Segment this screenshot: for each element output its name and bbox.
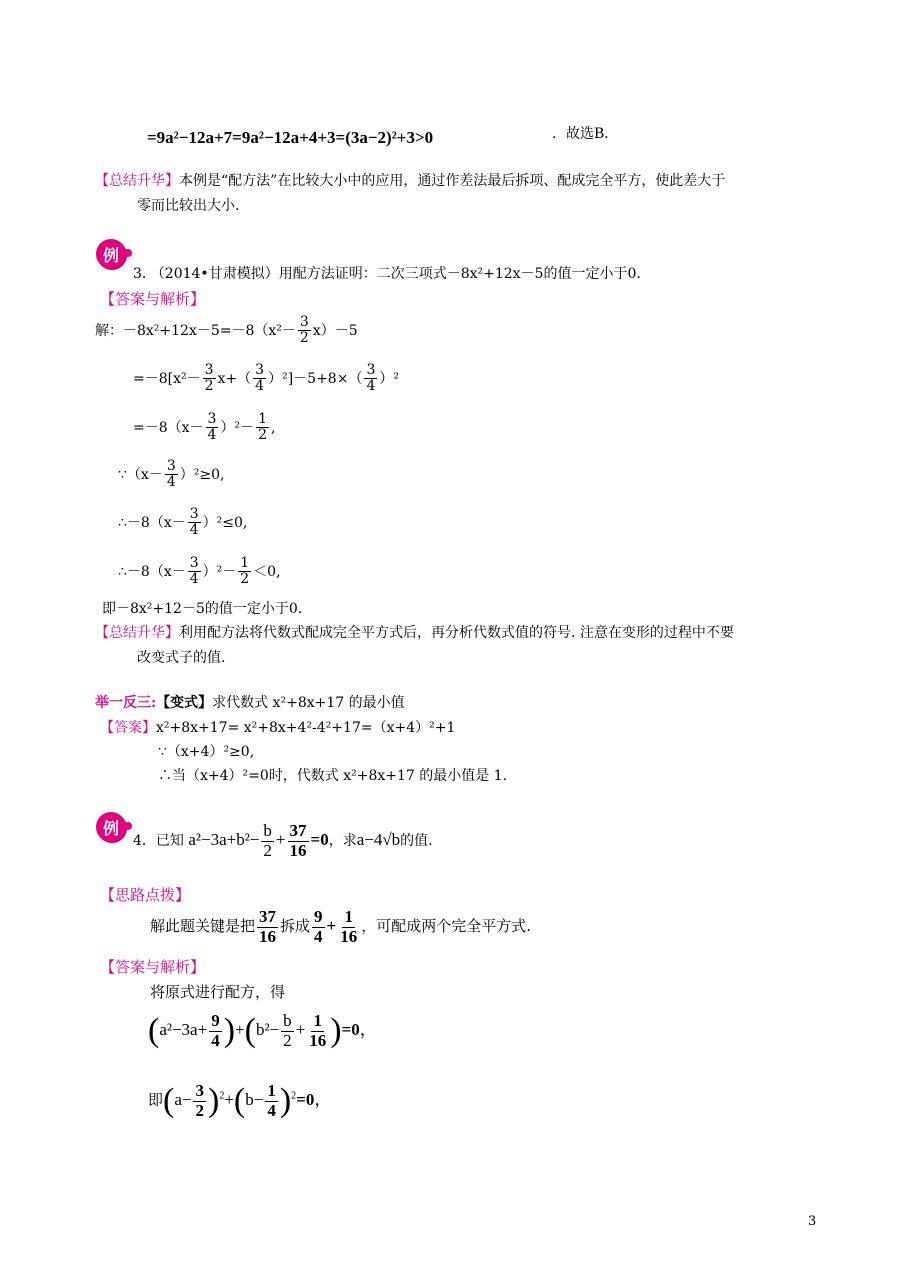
e3-step5: ∴－8（x－ $\frac{3}{4}$ ）²≤0,: [118, 506, 248, 539]
example-badge-icon: 例: [96, 239, 126, 269]
e2-summary-line1: 【总结升华】本例是“配方法”在比较大小中的应用，通过作差法最后拆项、配成完全平方，使此差大于: [95, 173, 726, 189]
e2-choice: ．故选B．: [552, 126, 619, 142]
e3-step3: =－8（x－ $\frac{3}{4}$ ）²－ $\frac{1}{2}$ ,: [133, 411, 276, 444]
variant-answer-line3: ∴当（x+4）²=0时，代数式 x²+8x+17 的最小值是 1.: [158, 768, 508, 784]
summary-tag: 【总结升华】: [95, 173, 179, 189]
e3-question: 3. （2014•甘肃模拟）用配方法证明：二次三项式－8x²+12x－5的值一定小于0.: [133, 266, 641, 282]
e4-hint-text: 解此题关键是把 $\frac{37}{16}$ 拆成 $\frac{9}{4}$ + $\frac{1}{16}$ ，可配成两个完全平方式.: [150, 907, 531, 946]
e3-step4: ∵（x－ $\frac{3}{4}$ ）²≥0,: [118, 458, 225, 491]
variant-question: 举一反三:【变式】求代数式 x²+8x+17 的最小值: [95, 695, 405, 711]
page-number: 3: [808, 1214, 817, 1229]
e4-step-text: 将原式进行配方，得: [150, 983, 286, 1001]
e3-step6: ∴－8（x－ $\frac{3}{4}$ ）²－ $\frac{1}{2}$ ＜0,: [118, 555, 281, 588]
e3-answer-tag: 【答案与解析】: [100, 290, 206, 308]
e4-equation1: (a²−3a+ $\frac{9}{4}$ )+(b²− $\frac{b}{2}$ + $\frac{1}{16}$ )=0，: [148, 1011, 377, 1050]
example-badge-icon: 例: [96, 812, 126, 842]
e4-question: 4．已知 a²−3a+b²− $\frac{b}{2}$ + $\frac{37}{16}$ =0，求a−4√b的值.: [133, 821, 433, 860]
e3-summary-line1: 【总结升华】利用配方法将代数式配成完全平方式后，再分析代数式值的符号. 注意在变形的过程中不要: [95, 625, 734, 641]
e4-answer-tag: 【答案与解析】: [100, 958, 206, 976]
e2-final-equation: =9a²−12a+7=9a²−12a+4+3=(3a−2)²+3>0: [147, 128, 434, 147]
variant-answer-line2: ∵（x+4）²≥0,: [158, 744, 255, 760]
e3-step2: =－8[x²－ $\frac{3}{2}$ x+（ $\frac{3}{4}$ ）²]－5+8×（ $\frac{3}{4}$ ）²: [133, 362, 399, 395]
e3-conclusion: 即－8x²+12－5的值一定小于0.: [102, 601, 303, 617]
e3-step1: 解：－8x²+12x－5=－8（x²－ $\frac{3}{2}$ x）－5: [95, 314, 358, 347]
e2-summary-line2: 零而比较出大小.: [137, 198, 240, 214]
e3-summary-line2: 改变式子的值.: [137, 650, 226, 666]
e4-hint-tag: 【思路点拨】: [100, 886, 191, 904]
e4-equation2: 即(a− $\frac{3}{2}$ )$^2$+(b− $\frac{1}{4}$ )$^2$=0，: [148, 1081, 332, 1120]
variant-answer-line1: 【答案】x²+8x+17= x²+8x+4²-4²+17=（x+4）²+1: [100, 720, 456, 736]
